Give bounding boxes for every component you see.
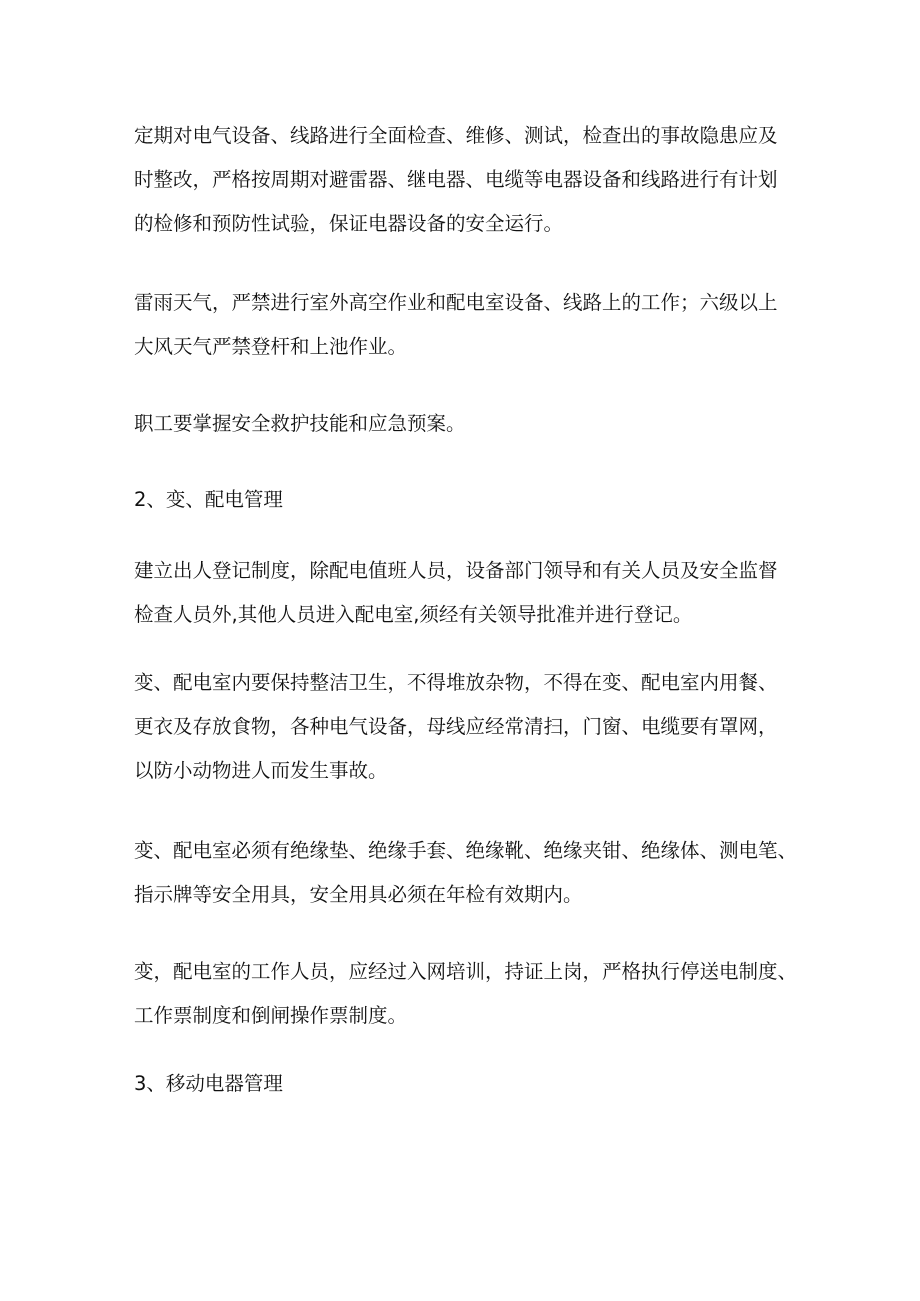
text-line: 变、配电室内要保持整洁卫生，不得堆放杂物，不得在变、配电室内用餐、	[134, 671, 778, 694]
text-line: 更衣及存放食物，各种电气设备，母线应经常清扫，门窗、电缆要有罩网，	[134, 715, 778, 738]
paragraph-room-hygiene	[134, 661, 800, 793]
paragraph-weather-restrictions	[134, 281, 800, 369]
text-line: 时整改，严格按周期对避雷器、继电器、电缆等电器设备和线路进行有计划	[134, 168, 778, 191]
text-line: 变，配电室的工作人员，应经过入网培训，持证上岗，严格执行停送电制度、	[134, 960, 798, 983]
text-line: 变、配电室必须有绝缘垫、绝缘手套、绝缘靴、绝缘夹钳、绝缘体、测电笔、	[134, 839, 798, 862]
text-line: 职工要掌握安全救护技能和应急预案。	[134, 412, 466, 435]
text-line: 定期对电气设备、线路进行全面检查、维修、测试，检查出的事故隐患应及	[134, 124, 778, 147]
text-line: 大风天气严禁登杆和上池作业。	[134, 335, 408, 358]
text-line: 指示牌等安全用具，安全用具必须在年检有效期内。	[134, 883, 583, 906]
text-line: 建立出人登记制度，除配电值班人员，设备部门领导和有关人员及安全监督	[134, 559, 778, 582]
paragraph-safety-tools	[134, 829, 800, 917]
paragraph-staff-certification	[134, 950, 800, 1038]
text-line: 的检修和预防性试验，保证电器设备的安全运行。	[134, 212, 564, 235]
text-line: 以防小动物进人而发生事故。	[134, 759, 388, 782]
section-heading-mobile-appliances: 3、移动电器管理	[134, 1072, 283, 1095]
text-line: 工作票制度和倒闸操作票制度。	[134, 1004, 408, 1027]
paragraph-equipment-inspection	[134, 114, 800, 246]
text-line: 雷雨天气，严禁进行室外高空作业和配电室设备、线路上的工作；六级以上	[134, 291, 778, 314]
text-line: 检查人员外,其他人员进入配电室,须经有关领导批准并进行登记。	[134, 603, 693, 626]
paragraph-rescue-skills	[134, 402, 800, 446]
paragraph-entry-registration	[134, 549, 800, 637]
section-heading-substation-management: 2、变、配电管理	[134, 488, 283, 511]
